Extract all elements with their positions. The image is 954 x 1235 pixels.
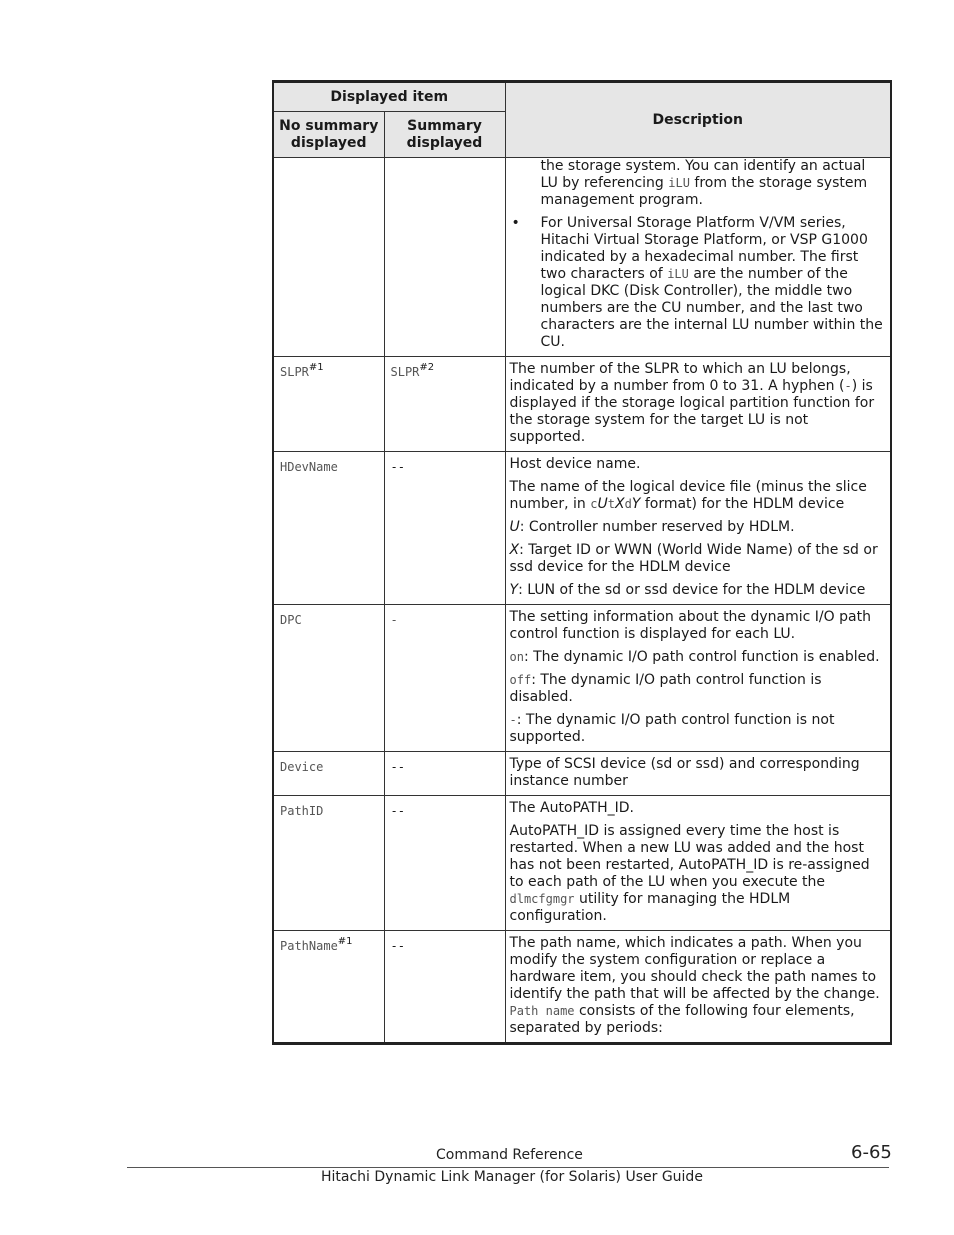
item-no-summary: SLPR$^{\#1}$ — [273, 357, 384, 452]
table-row — [273, 158, 891, 357]
continuation-description — [505, 158, 891, 357]
item-no-summary: HDevName — [273, 452, 384, 605]
list-item: • For Universal Storage Platform V/VM series, Hitachi Virtual Storage Platform, or VSP G1000 indicated by a hexadecimal number. The first two characters of iLU are the number of the logical DKC (Disk Controller), the middle two numbers are the CU number, and the last two characters are the internal LU number within the CU. — [510, 215, 885, 351]
item-no-summary: Device — [273, 752, 384, 796]
item-description: Host device name. The name of the logical device file (minus the slice number, in cUtXdY format) for the HDLM device U: Controller number reserved by HDLM. X: Target ID or WWN (World Wide Name) of the sd or ssd device for the HDLM device Y: LUN of the sd or ssd device for the HDLM device — [505, 452, 891, 605]
empty-cell — [384, 158, 505, 357]
item-no-summary: DPC — [273, 605, 384, 752]
item-summary: -- — [384, 452, 505, 605]
item-description: The AutoPATH_ID. AutoPATH_ID is assigned every time the host is restarted. When a new LU was added and the host has not been restarted, AutoPATH_ID is re-assigned to each path of the LU when you execute the dlmcfgmgr utility for managing the HDLM configuration. — [505, 796, 891, 931]
item-summary: -- — [384, 796, 505, 931]
item-description: The path name, which indicates a path. When you modify the system configuration or replace a hardware item, you should check the path names to identify the path that will be affected by the change. Path name consists of the following four elements, separated by periods: — [505, 931, 891, 1044]
header-description: Description — [505, 82, 891, 158]
item-description: The setting information about the dynamic I/O path control function is displayed for each LU. on: The dynamic I/O path control function is enabled. off: The dynamic I/O path control function is disabled. -: The dynamic I/O path control function is not supported. — [505, 605, 891, 752]
item-description: Type of SCSI device (sd or ssd) and corresponding instance number — [505, 752, 891, 796]
empty-cell — [273, 158, 384, 357]
header-displayed-item: Displayed item — [273, 82, 505, 112]
item-summary: - — [384, 605, 505, 752]
table-row — [273, 452, 891, 605]
item-no-summary: PathID — [273, 796, 384, 931]
header-summary: Summary displayed — [384, 112, 505, 158]
item-no-summary: PathName$^{\#1}$ — [273, 931, 384, 1044]
item-summary: -- — [384, 931, 505, 1044]
table-row — [273, 796, 891, 931]
footer-section-title: Command Reference — [436, 1147, 583, 1163]
footer-divider — [127, 1167, 889, 1168]
table-row — [273, 752, 891, 796]
table-row — [273, 605, 891, 752]
item-description: The number of the SLPR to which an LU belongs, indicated by a number from 0 to 31. A hyphen (-) is displayed if the storage logical partition function for the storage system for the target LU is not supported. — [505, 357, 891, 452]
item-summary: SLPR$^{\#2}$ — [384, 357, 505, 452]
page-number: 6-65 — [851, 1142, 892, 1163]
item-summary: -- — [384, 752, 505, 796]
footer-book-title: Hitachi Dynamic Link Manager (for Solaris) User Guide — [321, 1169, 703, 1185]
table-row — [273, 931, 891, 1044]
table-row — [273, 357, 891, 452]
continuation-list — [510, 215, 885, 351]
header-no-summary: No summary displayed — [273, 112, 384, 158]
continuation-text: the storage system. You can identify an actual LU by referencing iLU from the storage system management program. — [540, 158, 868, 208]
displayed-items-table — [272, 80, 892, 1045]
